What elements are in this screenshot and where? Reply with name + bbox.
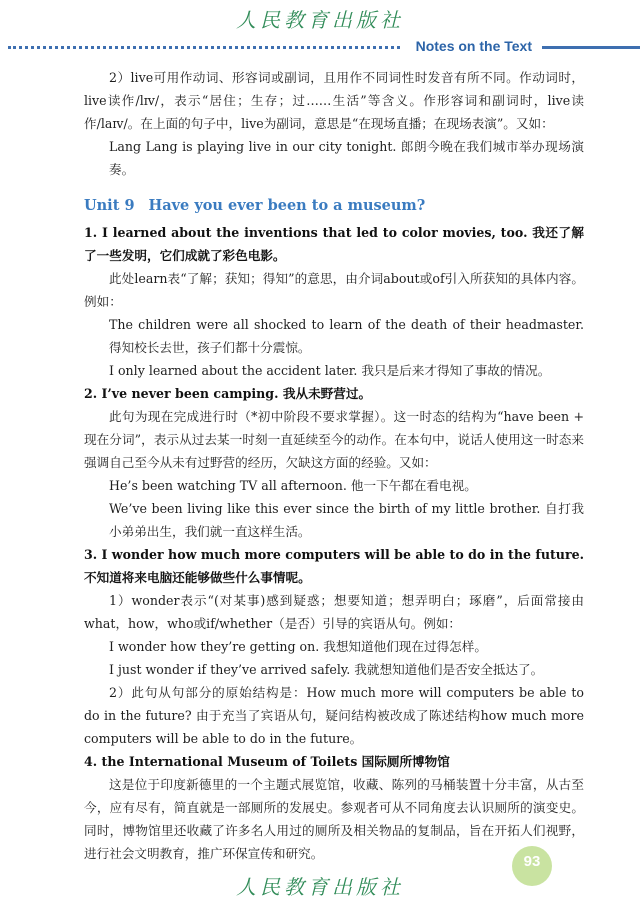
publisher-logo-top: 人民教育出版社 — [236, 8, 404, 32]
item-heading-1: 1. I learned about the inventions that led to color movies, too. 我还了解了一些发明，它们成就了彩色电影。 — [84, 225, 584, 263]
item-2-example-1: He’s been watching TV all afternoon. 他一下午都在看电视。 — [109, 478, 477, 493]
item-4-explanation: 这是位于印度新德里的一个主题式展览馆，收藏、陈列的马桶装置十分丰富，从古至今，应有尽有，简直就是一部厕所的发展史。参观者可从不同角度去认识厕所的演变史。同时，博物馆里还收藏了许多名人用过的厕所及相关物品的复制品，旨在开拓人们视野，进行社会文明教育，推广环保宣传和研究。 — [84, 777, 584, 861]
unit-heading — [84, 195, 584, 217]
unit-label: Unit 9 — [84, 197, 135, 214]
example-lang-lang: Lang Lang is playing live in our city tonight. 郎朗今晚在我们城市举办现场演奏。 — [109, 139, 584, 177]
page-content — [84, 66, 584, 865]
item-2-explanation: 此句为现在完成进行时（*初中阶段不要求掌握）。这一时态的结构为“have been + 现在分词”，表示从过去某一时刻一直延续至今的动作。在本句中，说话人使用这一时态来强调自己至今从未有过野营的经历，欠缺这方面的经验。又如： — [84, 409, 584, 470]
unit-title-text: Have you ever been to a museum? — [148, 197, 426, 214]
item-heading-2: 2. I’ve never been camping. 我从未野营过。 — [84, 386, 372, 401]
item-3-explanation-1: 1）wonder表示“(对某事)感到疑惑；想要知道；想弄明白；琢磨”，后面常接由what，how，who或if/whether（是否）引导的宾语从句。例如： — [84, 593, 584, 631]
header-dotted-rule — [8, 46, 400, 49]
section-title: Notes on the Text — [415, 38, 532, 54]
item-heading-4: 4. the International Museum of Toilets 国际厕所博物馆 — [84, 754, 450, 769]
item-1-example-2: I only learned about the accident later. 我只是后来才得知了事故的情况。 — [109, 363, 551, 378]
publisher-logo-bottom: 人民教育出版社 — [236, 875, 404, 899]
item-3-example-2: I just wonder if they’ve arrived safely. 我就想知道他们是否安全抵达了。 — [109, 662, 544, 677]
section-header — [0, 38, 640, 58]
header-solid-rule — [542, 46, 640, 49]
item-2-example-2: We’ve been living like this ever since the birth of my little brother. 自打我小弟弟出生，我们就一直这样生活。 — [109, 501, 584, 539]
page-number-badge: 93 — [512, 846, 552, 886]
item-heading-3: 3. I wonder how much more computers will be able to do in the future. 不知道将来电脑还能够做些什么事情呢。 — [84, 547, 584, 585]
item-1-explanation: 此处learn表“了解；获知；得知”的意思，由介词about或of引入所获知的具体内容。例如： — [84, 271, 584, 309]
item-1-example-1: The children were all shocked to learn of the death of their headmaster. 得知校长去世，孩子们都十分震惊。 — [109, 317, 584, 355]
item-3-explanation-2: 2）此句从句部分的原始结构是：How much more will computers be able to do in the future? 由于充当了宾语从句，疑问结构被改成了陈述结构how much more computers will be able to do in the future。 — [84, 685, 584, 746]
item-3-example-1: I wonder how they’re getting on. 我想知道他们现在过得怎样。 — [109, 639, 487, 654]
paragraph-live-usage: 2）live可用作动词、形容词或副词，且用作不同词性时发音有所不同。作动词时，live读作/lɪv/，表示“居住；生存；过……生活”等含义。作形容词和副词时，live读作/laɪv/。在上面的句子中，live为副词，意思是“在现场直播；在现场表演”。又如： — [84, 70, 584, 131]
